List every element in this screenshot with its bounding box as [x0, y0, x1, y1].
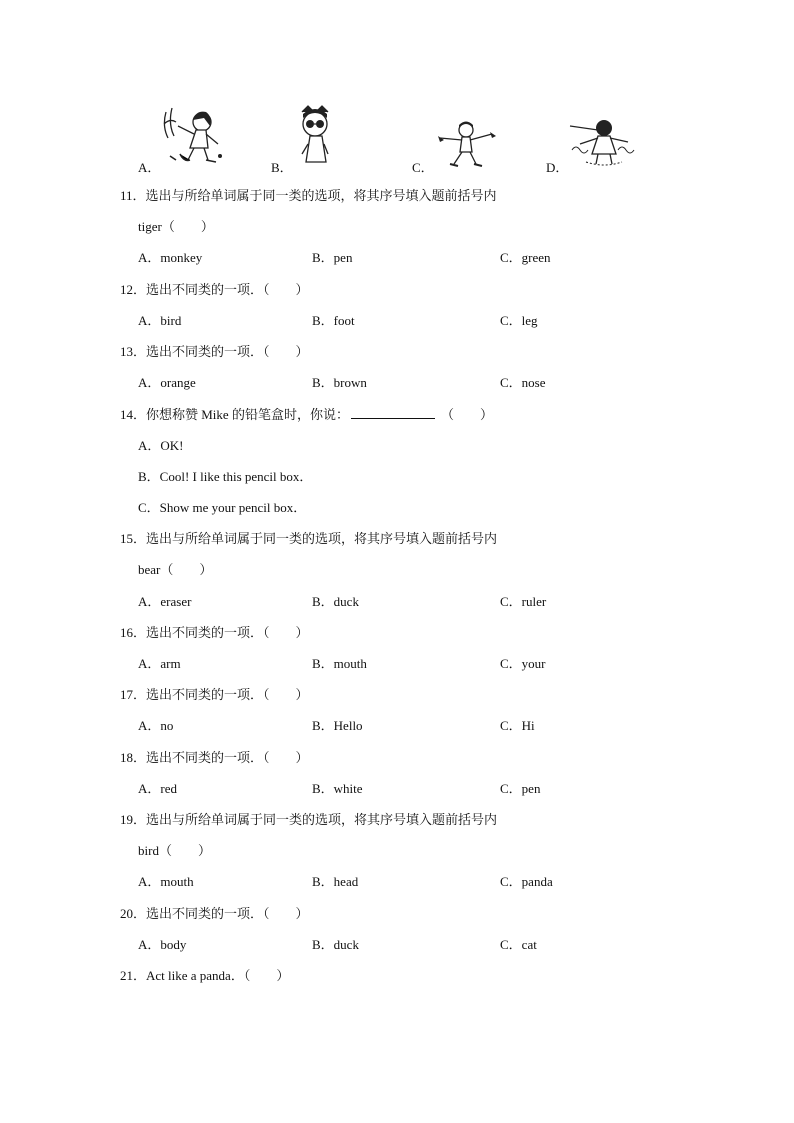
question-18-option-b: B．white: [312, 781, 363, 796]
question-11-stem: 11．选出与所给单词属于同一类的选项，将其序号填入题前括号内: [120, 188, 497, 203]
question-16-option-c: C．your: [500, 656, 546, 671]
girl-waving-picture: [160, 104, 228, 166]
option-c-label: C．: [412, 160, 434, 175]
question-17-option-b: B．Hello: [312, 718, 363, 733]
question-12-option-a: A．bird: [138, 313, 182, 328]
question-12-stem: 12．选出不同类的一项．（ ）: [120, 282, 309, 297]
question-20-stem: 20．选出不同类的一项．（ ）: [120, 906, 309, 921]
question-14-option-c: C．Show me your pencil box．: [138, 500, 307, 515]
question-15-option-b: B．duck: [312, 594, 359, 609]
question-18-option-a: A．red: [138, 781, 177, 796]
question-14-stem: 14．你想称赞 Mike 的铅笔盒时，你说：: [120, 407, 349, 422]
option-a-label: A．: [138, 160, 161, 175]
question-12-option-b: B．foot: [312, 313, 355, 328]
question-17-stem: 17．选出不同类的一项．（ ）: [120, 687, 309, 702]
question-13-stem: 13．选出不同类的一项．（ ）: [120, 344, 309, 359]
question-19-option-c: C．panda: [500, 874, 553, 889]
girl-glasses-picture: [292, 104, 338, 166]
question-14-option-b: B．Cool! I like this pencil box．: [138, 469, 313, 484]
question-15-stem: 15．选出与所给单词属于同一类的选项，将其序号填入题前括号内: [120, 531, 498, 546]
question-17-option-a: A．no: [138, 718, 174, 733]
question-15-option-a: A．eraser: [138, 594, 192, 609]
question-11-word: tiger（ ）: [138, 219, 214, 234]
question-13-option-b: B．brown: [312, 375, 367, 390]
option-d-label: D．: [546, 160, 569, 175]
question-14-option-a: A．OK!: [138, 438, 184, 453]
question-11-option-a: A．monkey: [138, 250, 203, 265]
question-15-option-c: C．ruler: [500, 594, 547, 609]
question-19-option-b: B．head: [312, 874, 359, 889]
question-18-stem: 18．选出不同类的一项．（ ）: [120, 750, 309, 765]
question-21-stem: 21．Act like a panda．（ ）: [120, 968, 290, 983]
question-13-option-a: A．orange: [138, 375, 196, 390]
question-11-option-b: B．pen: [312, 250, 353, 265]
question-20-option-a: A．body: [138, 937, 187, 952]
question-16-option-a: A．arm: [138, 656, 181, 671]
question-11-option-c: C．green: [500, 250, 551, 265]
question-13-option-c: C．nose: [500, 375, 546, 390]
question-19-option-a: A．mouth: [138, 874, 194, 889]
question-15-word: bear（ ）: [138, 562, 213, 577]
question-19-stem: 19．选出与所给单词属于同一类的选项，将其序号填入题前括号内: [120, 812, 498, 827]
question-17-option-c: C．Hi: [500, 718, 535, 733]
question-12-option-c: C．leg: [500, 313, 538, 328]
question-16-option-b: B．mouth: [312, 656, 367, 671]
question-20-option-c: C．cat: [500, 937, 537, 952]
question-18-option-c: C．pen: [500, 781, 541, 796]
question-19-word: bird（ ）: [138, 843, 211, 858]
question-14-paren: （ ）: [440, 407, 493, 422]
answer-blank: [351, 406, 435, 419]
question-20-option-b: B．duck: [312, 937, 359, 952]
girl-skipping-picture: [568, 116, 638, 168]
girl-arms-out-picture: [436, 120, 496, 168]
question-14-line: [120, 406, 493, 423]
option-b-label: B．: [271, 160, 293, 175]
question-16-stem: 16．选出不同类的一项．（ ）: [120, 625, 309, 640]
